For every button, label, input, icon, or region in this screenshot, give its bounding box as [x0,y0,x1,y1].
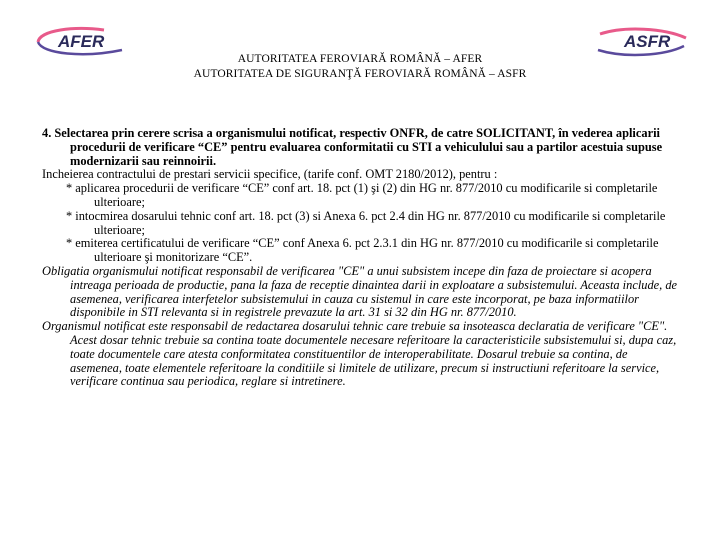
list-item-procedure: * aplicarea procedurii de verificare “CE” conf art. 18. pct (1) şi (2) din HG nr. 877/2010 cu modificarile si completarile ulterioare; [66,181,658,209]
paragraph-responsibility: Organismul notificat este responsabil de redactarea dosarului tehnic care trebuie sa insoteasca declaratia de verificare "CE". Acest dosar tehnic trebuie sa contina toate documentele necesare referitoare la caracteristicile subsistemului si, dupa caz, toate documentele care atesta conformitatea constituentilor de interoperabilitate. Dosarul trebuie sa contina, de asemenea, toate elementele referitoare la conditiile si limitele de utilizare, precum si instructiuni referitoare la service, verificare continua sau periodica, reglare si intretinere. [42,319,677,389]
afer-logo-text: AFER [58,32,105,51]
contract-intro: Incheierea contractului de prestari servicii specifice, (tarife conf. OMT 2180/2012), pentru : [42,167,498,182]
header-line-afer: AUTORITATEA FEROVIARĂ ROMÂNĂ – AFER [237,53,483,65]
document-body [42,127,680,389]
list-item-certificate: * emiterea certificatului de verificare “CE” conf Anexa 6. pct 2.3.1 din HG nr. 877/2010 cu modificarile si completarile ulterioare şi monitorizare “CE”. [66,236,659,265]
asfr-logo-text: ASFR [624,32,671,51]
header-line-asfr: AUTORITATEA DE SIGURANŢĂ FEROVIARĂ ROMÂNĂ – ASFR [193,68,527,80]
paragraph-obligation: Obligatia organismului notificat responsabil de verificarea "CE" a unui subsistem incepe din faza de proiectare si acopera intreaga perioada de productie, pana la faza de receptie dinaintea darii in exploatare a subsistemului. Aceasta include, de asemenea, verificarea interfetelor subsistemului in cauza cu sistemul in care este incorporat, pe baza informatiilor disponibile in STI relevanta si in registrele prevazute la art. 31 si 32 din HG nr. 877/2010. [42,263,678,320]
section-heading: 4. Selectarea prin cerere scrisa a organismului notificat, respectiv ONFR, de catre SOLICITANT, în vederea aplicarii procedurii de verificare “CE” pentru evaluarea conformitatii cu STI a vehiculului sau a partilor acestuia supuse modernizarii sau reinnoirii. [42,126,663,168]
list-item-technical-file: * intocmirea dosarului tehnic conf art. 18. pct (3) si Anexa 6. pct 2.4 din HG nr. 877/2010 cu modificarile si completarile ulterioare; [66,208,666,237]
page-header [0,52,720,82]
